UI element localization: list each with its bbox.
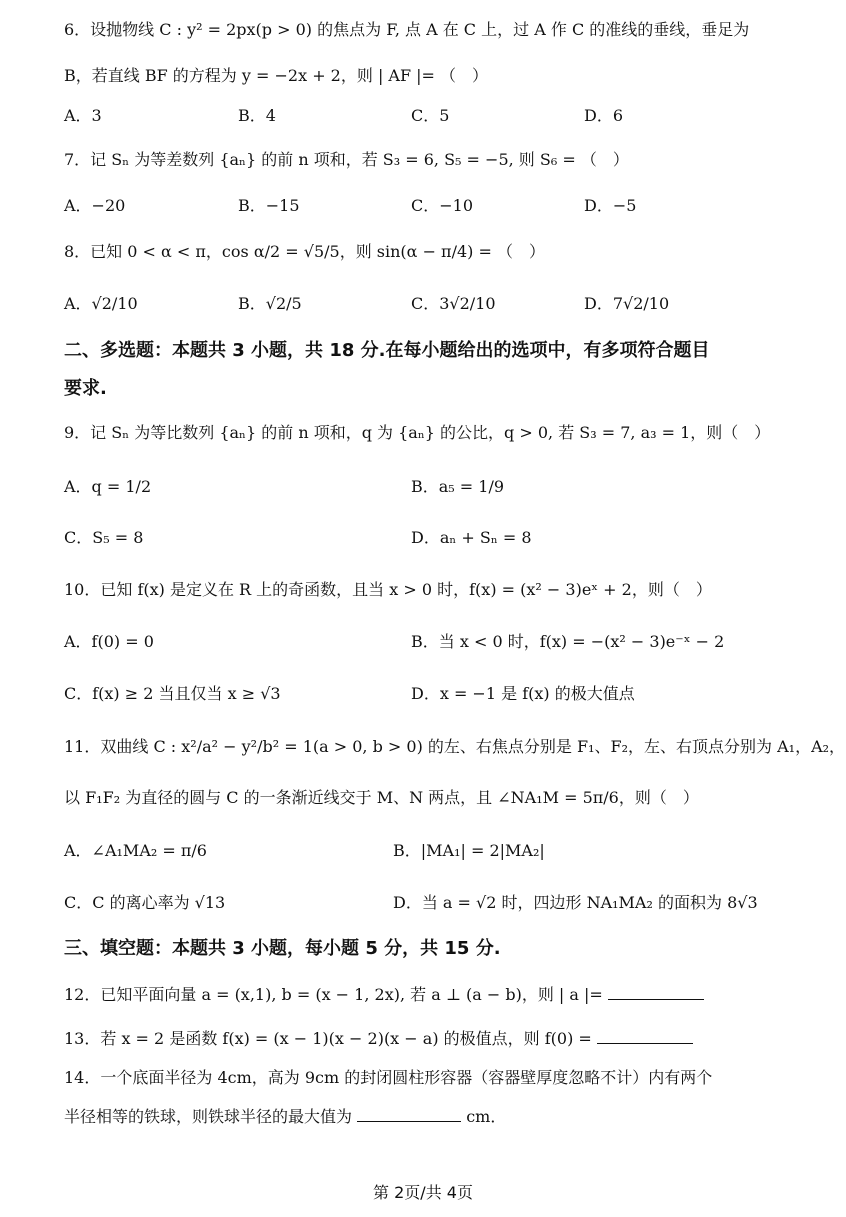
q14-stem: 半径相等的铁球，则铁球半径的最大值为 [64, 1107, 353, 1126]
q6-line-2: B，若直线 BF 的方程为 y = −2x + 2，则 | AF |= （ ） [64, 66, 489, 85]
q6-option-d: D．6 [584, 106, 624, 125]
q11-option-b: B．|MA₁| = 2|MA₂| [393, 841, 545, 860]
q14-line-2 [64, 1105, 506, 1129]
q13-line [64, 1027, 693, 1051]
q11-option-d: D．当 a = √2 时，四边形 NA₁MA₂ 的面积为 8√3 [393, 893, 758, 912]
section-3-heading: 三、填空题：本题共 3 小题，每小题 5 分，共 15 分. [64, 938, 501, 959]
q6-option-a: A．3 [64, 106, 102, 125]
q9-option-c: C．S₅ = 8 [64, 528, 144, 547]
q8-option-a: A．√2/10 [64, 294, 138, 313]
q11-line-1: 11．双曲线 C : x²/a² − y²/b² = 1(a > 0, b > 0) 的左、右焦点分别是 F₁、F₂，左、右顶点分别为 A₁，A₂， [64, 737, 846, 756]
q10-option-c: C．f(x) ≥ 2 当且仅当 x ≥ √3 [64, 684, 281, 703]
q11-option-a: A．∠A₁MA₂ = π/6 [64, 841, 207, 860]
q12-stem: 12．已知平面向量 a = (x,1), b = (x − 1, 2x), 若 a ⊥ (a − b)，则 | a |= [64, 985, 603, 1004]
q7-option-b: B．−15 [238, 196, 300, 215]
page-number: 第 2页/共 4页 [373, 1183, 473, 1202]
q6-option-b: B．4 [238, 106, 276, 125]
q6-option-c: C．5 [411, 106, 450, 125]
q9-option-b: B．a₅ = 1/9 [411, 477, 505, 496]
q14-answer-blank[interactable] [357, 1105, 461, 1122]
q14-unit: cm． [466, 1107, 507, 1126]
q14-line-1: 14．一个底面半径为 4cm，高为 9cm 的封闭圆柱形容器（容器壁厚度忽略不计）内有两个 [64, 1068, 713, 1087]
q13-stem: 13．若 x = 2 是函数 f(x) = (x − 1)(x − 2)(x − a) 的极值点，则 f(0) = [64, 1029, 592, 1048]
q7-stem: 7．记 Sₙ 为等差数列 {aₙ} 的前 n 项和，若 S₃ = 6, S₅ = −5, 则 S₆ = （ ） [64, 150, 629, 169]
q9-option-d: D．aₙ + Sₙ = 8 [411, 528, 532, 547]
q7-option-c: C．−10 [411, 196, 474, 215]
section-2-heading: 二、多选题：本题共 3 小题，共 18 分.在每小题给出的选项中，有多项符合题目 [64, 340, 710, 361]
q12-line [64, 983, 704, 1007]
q8-option-c: C．3√2/10 [411, 294, 496, 313]
q10-option-d: D．x = −1 是 f(x) 的极大值点 [411, 684, 635, 703]
q10-option-b: B．当 x < 0 时，f(x) = −(x² − 3)e⁻ˣ − 2 [411, 632, 725, 651]
q9-option-a: A．q = 1/2 [64, 477, 152, 496]
q7-option-a: A．−20 [64, 196, 126, 215]
q9-stem: 9．记 Sₙ 为等比数列 {aₙ} 的前 n 项和，q 为 {aₙ} 的公比，q > 0, 若 S₃ = 7, a₃ = 1，则（ ） [64, 423, 771, 442]
q8-option-d: D．7√2/10 [584, 294, 670, 313]
q10-stem: 10．已知 f(x) 是定义在 R 上的奇函数，且当 x > 0 时，f(x) = (x² − 3)eˣ + 2，则（ ） [64, 580, 712, 599]
q7-option-d: D．−5 [584, 196, 637, 215]
q13-answer-blank[interactable] [597, 1027, 693, 1044]
q6-line-1: 6．设抛物线 C : y² = 2px(p > 0) 的焦点为 F, 点 A 在 C 上，过 A 作 C 的准线的垂线，垂足为 [64, 20, 750, 39]
q11-line-2: 以 F₁F₂ 为直径的圆与 C 的一条渐近线交于 M、N 两点，且 ∠NA₁M = 5π/6，则（ ） [64, 788, 699, 807]
q10-option-a: A．f(0) = 0 [64, 632, 154, 651]
section-2-heading-cont: 要求. [64, 378, 107, 399]
q12-answer-blank[interactable] [608, 983, 704, 1000]
q11-option-c: C．C 的离心率为 √13 [64, 893, 226, 912]
q8-stem: 8．已知 0 < α < π，cos α/2 = √5/5，则 sin(α − π/4) = （ ） [64, 242, 545, 261]
q8-option-b: B．√2/5 [238, 294, 302, 313]
